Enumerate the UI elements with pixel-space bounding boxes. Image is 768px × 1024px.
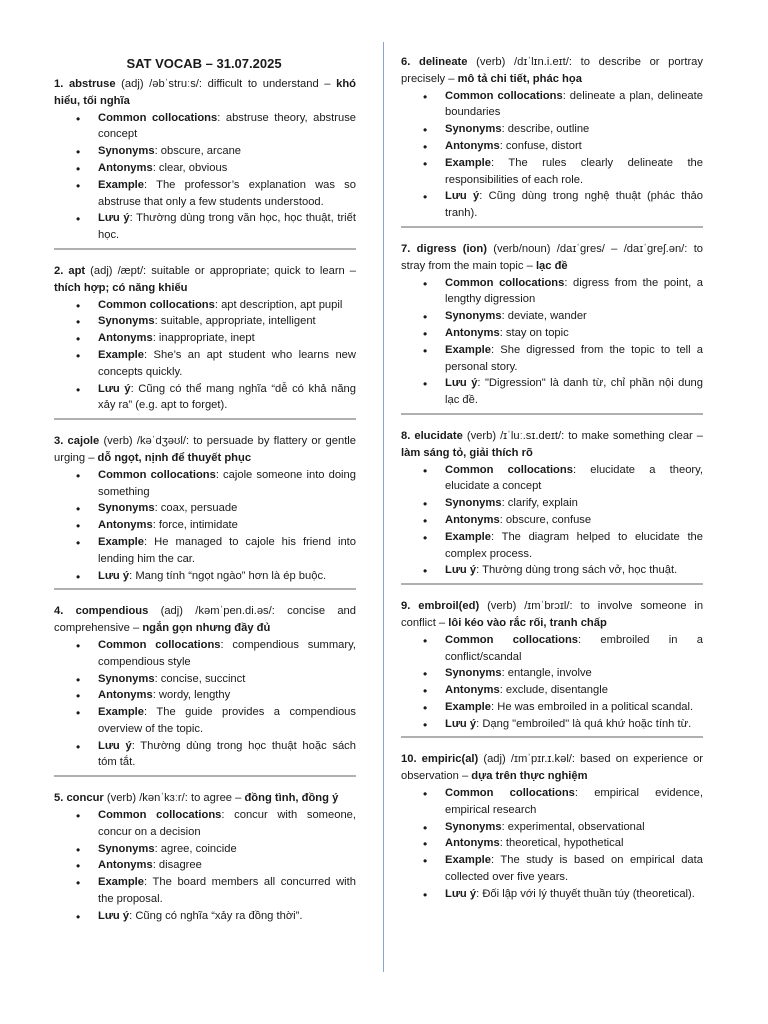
part-of-speech: (verb) <box>476 56 506 68</box>
detail-label: Antonyms <box>445 326 500 339</box>
detail-text: : concur with someone, concur on a decision <box>98 809 356 838</box>
detail-label: Example <box>98 535 145 548</box>
detail-text: : She digressed from the topic to tell a personal story. <box>445 343 703 373</box>
detail-item <box>98 467 356 501</box>
detail-label: Synonyms <box>445 123 502 136</box>
detail-item <box>445 155 703 189</box>
detail-item <box>445 375 703 409</box>
left-column <box>54 76 356 942</box>
detail-item <box>98 857 356 874</box>
detail-text: : apt description, apt pupil <box>214 298 343 311</box>
english-definition: to describe or portray precisely – <box>401 56 703 85</box>
detail-text: : Thường dùng trong văn học, học thuật, triết học. <box>98 212 356 242</box>
detail-item <box>98 908 356 925</box>
part-of-speech: (verb) <box>466 429 497 442</box>
detail-label: Antonyms <box>98 519 153 532</box>
detail-list <box>401 462 703 580</box>
detail-item <box>98 143 356 160</box>
vietnamese-definition: mô tả chi tiết, phác họa <box>457 72 582 85</box>
vocab-entry <box>401 54 703 228</box>
page-title: SAT VOCAB – 31.07.2025 <box>126 56 282 71</box>
detail-item <box>445 121 703 138</box>
detail-item <box>445 785 703 819</box>
part-of-speech: (verb/noun) <box>493 242 551 255</box>
detail-item <box>445 716 703 733</box>
detail-label: Common collocations <box>445 463 573 476</box>
detail-text: : clarify, explain <box>501 497 578 510</box>
detail-label: Lưu ý <box>445 190 480 203</box>
detail-text: : "Digression" là danh từ, chỉ phần nội dung lạc đề. <box>445 377 703 407</box>
detail-text: : exclude, disentangle <box>499 684 608 697</box>
detail-label: Lưu ý <box>445 377 478 390</box>
detail-item <box>98 500 356 517</box>
detail-item <box>445 495 703 512</box>
detail-label: Synonyms <box>445 667 502 680</box>
detail-list <box>54 467 356 585</box>
detail-text: : clear, obvious <box>152 161 228 174</box>
detail-item <box>98 568 356 585</box>
detail-item <box>98 313 356 330</box>
detail-text: : obscure, confuse <box>499 513 592 526</box>
detail-text: : force, intimidate <box>152 519 238 532</box>
detail-item <box>445 562 703 579</box>
pronunciation: /daɪˈɡres/ – /daɪˈɡreʃ.ən/: <box>556 242 688 255</box>
pronunciation: /ɪmˈbrɔɪl/: <box>524 600 573 613</box>
pronunciation: /kənˈkɜːr/: <box>139 792 188 805</box>
vocab-entry <box>54 603 356 777</box>
detail-label: Common collocations <box>445 787 575 800</box>
pronunciation: /æpt/: <box>117 264 147 277</box>
entry-heading <box>54 433 356 467</box>
detail-text: : The professor’s explanation was so abstruse that only a few students understood. <box>98 178 356 208</box>
detail-text: : The rules clearly delineate the responsibilities of each role. <box>445 156 703 186</box>
detail-label: Example <box>98 876 145 889</box>
entry-heading <box>401 428 703 462</box>
detail-text: : Cũng dùng trong nghệ thuật (phác thảo tranh). <box>445 190 703 220</box>
detail-label: Common collocations <box>98 468 216 481</box>
pronunciation: /kəˈdʒəʊl/: <box>136 435 190 448</box>
column-divider <box>383 42 384 972</box>
detail-text: : coax, persuade <box>154 502 238 515</box>
english-definition: suitable or appropriate; quick to learn – <box>151 264 357 277</box>
detail-list <box>54 297 356 415</box>
vocab-entry <box>401 428 703 585</box>
detail-item <box>445 529 703 563</box>
detail-item <box>445 886 703 903</box>
detail-label: Antonyms <box>445 837 500 850</box>
detail-text: : agree, coincide <box>154 842 237 855</box>
detail-list <box>401 88 703 222</box>
detail-text: : The board members all concurred with the proposal. <box>98 876 356 906</box>
detail-label: Lưu ý <box>445 887 477 900</box>
vietnamese-definition: ngắn gọn nhưng đầy đủ <box>142 622 271 635</box>
pronunciation: /ɪmˈpɪr.ɪ.kəl/: <box>510 753 576 766</box>
detail-list <box>54 110 356 244</box>
detail-item <box>98 110 356 144</box>
detail-label: Antonyms <box>445 139 500 152</box>
english-definition: based on experience or observation – <box>401 753 704 783</box>
detail-label: Synonyms <box>445 310 502 323</box>
detail-label: Example <box>445 156 492 169</box>
detail-label: Example <box>445 700 492 713</box>
detail-text: : abstruse theory, abstruse concept <box>98 111 357 141</box>
pronunciation: /əbˈstruːs/: <box>149 78 203 90</box>
detail-text: : confuse, distort <box>499 139 582 152</box>
entry-heading <box>54 263 356 297</box>
part-of-speech: (adj) <box>483 753 506 766</box>
entry-number: 8. <box>401 429 411 442</box>
vietnamese-definition: dỗ ngọt, nịnh để thuyết phục <box>97 451 252 464</box>
detail-label: Synonyms <box>98 842 155 855</box>
part-of-speech: (verb) <box>106 792 137 805</box>
detail-label: Common collocations <box>98 111 218 124</box>
detail-label: Synonyms <box>98 672 155 685</box>
part-of-speech: (adj) <box>160 605 183 618</box>
detail-text: : Thường dùng trong sách vở, học thuật. <box>476 564 678 577</box>
part-of-speech: (verb) <box>103 435 133 448</box>
detail-list <box>401 785 703 903</box>
entry-word: cajole <box>67 435 100 448</box>
detail-item <box>98 687 356 704</box>
detail-text: : digress from the point, a lengthy digression <box>445 276 703 306</box>
detail-text: : Cũng có thể mang nghĩa “dễ có khả năng xảy ra” (e.g. apt to forget). <box>98 382 356 412</box>
detail-item <box>445 88 703 122</box>
detail-text: : obscure, arcane <box>154 145 242 158</box>
vietnamese-definition: đồng tình, đồng ý <box>244 792 339 805</box>
right-column <box>401 54 703 920</box>
detail-text: : concise, succinct <box>154 672 246 685</box>
detail-label: Example <box>445 854 492 867</box>
vocab-entry <box>401 598 703 738</box>
detail-item <box>445 308 703 325</box>
entry-word: abstruse <box>68 78 116 90</box>
detail-item <box>445 665 703 682</box>
entry-number: 4. <box>54 605 64 618</box>
english-definition: to agree – <box>190 792 242 805</box>
entry-word: embroil(ed) <box>418 600 480 613</box>
detail-item <box>98 330 356 347</box>
detail-item <box>445 512 703 529</box>
detail-text: : He managed to cajole his friend into lending him the car. <box>98 535 356 565</box>
entry-heading <box>401 751 703 785</box>
part-of-speech: (adj) <box>121 78 144 90</box>
vocab-entry <box>54 433 356 590</box>
detail-list <box>54 637 356 771</box>
detail-item <box>98 704 356 738</box>
english-definition: to involve someone in conflict – <box>401 600 704 629</box>
detail-item <box>98 637 356 671</box>
detail-item <box>445 188 703 222</box>
detail-text: : empirical evidence, empirical research <box>445 787 704 816</box>
entry-word: compendious <box>75 605 149 618</box>
detail-item <box>445 138 703 155</box>
detail-text: : The guide provides a compendious overview of the topic. <box>98 706 356 735</box>
detail-label: Synonyms <box>445 497 502 510</box>
detail-label: Common collocations <box>98 638 221 651</box>
detail-text: : wordy, lengthy <box>152 689 231 702</box>
english-definition: difficult to understand – <box>207 78 331 90</box>
vocab-entry <box>401 751 703 906</box>
detail-text: : entangle, involve <box>501 667 592 680</box>
entry-heading <box>401 598 703 632</box>
vietnamese-definition: thích hợp; có năng khiếu <box>54 281 188 294</box>
detail-item <box>445 342 703 376</box>
detail-item <box>445 462 703 496</box>
detail-item <box>445 275 703 309</box>
detail-item <box>98 381 356 415</box>
detail-list <box>401 275 703 409</box>
entry-number: 1. <box>54 78 64 90</box>
entry-number: 7. <box>401 242 411 255</box>
detail-label: Antonyms <box>98 859 153 872</box>
pronunciation: /ɪˈluː.sɪ.deɪt/: <box>500 429 565 442</box>
detail-item <box>445 682 703 699</box>
entry-heading <box>401 54 703 88</box>
detail-text: : The study is based on empirical data collected over five years. <box>445 854 703 884</box>
vietnamese-definition: lạc đề <box>535 259 568 272</box>
detail-label: Lưu ý <box>98 382 131 395</box>
vietnamese-definition: lôi kéo vào rắc rối, tranh chấp <box>448 616 607 629</box>
vocab-entry <box>54 790 356 928</box>
detail-text: : experimental, observational <box>501 820 645 833</box>
detail-text: : describe, outline <box>501 123 590 136</box>
entry-number: 5. <box>54 792 64 805</box>
detail-item <box>445 852 703 886</box>
detail-label: Synonyms <box>98 145 155 158</box>
detail-item <box>98 738 356 772</box>
detail-text: : stay on topic <box>499 326 569 339</box>
entry-number: 6. <box>401 56 411 68</box>
part-of-speech: (adj) <box>90 264 113 277</box>
entry-heading <box>54 790 356 807</box>
detail-text: : cajole someone into doing something <box>98 468 356 498</box>
detail-item <box>98 671 356 688</box>
detail-label: Antonyms <box>98 161 153 174</box>
detail-item <box>445 835 703 852</box>
entry-word: apt <box>68 264 86 277</box>
detail-text: : suitable, appropriate, intelligent <box>154 315 316 328</box>
detail-label: Common collocations <box>445 89 563 102</box>
entry-word: digress (ion) <box>416 242 487 255</box>
entry-number: 9. <box>401 600 411 613</box>
entry-word: elucidate <box>414 429 463 442</box>
detail-text: : The diagram helped to elucidate the complex process. <box>445 530 703 560</box>
detail-text: : Thường dùng trong học thuật hoặc sách tóm tắt. <box>98 739 356 769</box>
detail-item <box>98 297 356 314</box>
detail-label: Lưu ý <box>98 739 132 752</box>
detail-label: Example <box>98 348 145 361</box>
detail-label: Antonyms <box>98 689 153 702</box>
detail-label: Example <box>98 178 145 191</box>
detail-item <box>98 347 356 381</box>
detail-text: : She’s an apt student who learns new concepts quickly. <box>98 348 356 378</box>
detail-label: Common collocations <box>445 633 579 646</box>
detail-item <box>445 819 703 836</box>
detail-text: : deviate, wander <box>501 310 587 323</box>
detail-item <box>98 874 356 908</box>
detail-item <box>98 210 356 244</box>
entry-number: 3. <box>54 435 64 448</box>
detail-text: : compendious summary, compendious style <box>98 638 356 668</box>
detail-text: : embroiled in a conflict/scandal <box>445 633 703 663</box>
detail-text: : theoretical, hypothetical <box>499 837 624 850</box>
vietnamese-definition: khó hiểu, tối nghĩa <box>54 78 357 107</box>
english-definition: to make something clear – <box>568 429 704 442</box>
detail-label: Lưu ý <box>445 564 477 577</box>
detail-text: : He was embroiled in a political scandal. <box>491 700 694 713</box>
part-of-speech: (verb) <box>487 600 517 613</box>
detail-label: Common collocations <box>445 276 565 289</box>
detail-label: Antonyms <box>445 513 500 526</box>
detail-item <box>98 841 356 858</box>
detail-list <box>54 807 356 925</box>
detail-label: Common collocations <box>98 298 215 311</box>
entry-number: 2. <box>54 264 64 277</box>
entry-heading <box>54 76 356 110</box>
vocab-entry <box>54 76 356 250</box>
entry-word: delineate <box>419 56 468 68</box>
vocab-entry <box>54 263 356 420</box>
entry-number: 10. <box>401 753 417 766</box>
detail-item <box>445 699 703 716</box>
detail-label: Synonyms <box>98 502 155 515</box>
detail-label: Lưu ý <box>98 569 130 582</box>
english-definition: concise and comprehensive – <box>54 605 356 635</box>
detail-text: : delineate a plan, delineate boundaries <box>445 89 703 119</box>
english-definition: to stray from the main topic – <box>401 242 704 272</box>
detail-label: Antonyms <box>445 684 500 697</box>
detail-item <box>98 517 356 534</box>
english-definition: to persuade by flattery or gentle urging – <box>54 435 357 464</box>
detail-item <box>98 160 356 177</box>
detail-text: : Cũng có nghĩa “xảy ra đồng thời”. <box>129 909 303 922</box>
vietnamese-definition: làm sáng tỏ, giải thích rõ <box>401 446 533 459</box>
detail-text: : disagree <box>152 859 202 872</box>
detail-label: Synonyms <box>445 820 502 833</box>
detail-item <box>445 325 703 342</box>
vocab-entry <box>401 241 703 415</box>
detail-label: Synonyms <box>98 315 155 328</box>
entry-word: empiric(al) <box>421 753 479 766</box>
detail-label: Antonyms <box>98 332 153 345</box>
detail-label: Lưu ý <box>98 909 130 922</box>
detail-item <box>98 807 356 841</box>
pronunciation: /dɪˈlɪn.i.eɪt/: <box>514 56 572 68</box>
detail-label: Common collocations <box>98 809 222 822</box>
vietnamese-definition: dựa trên thực nghiệm <box>471 770 588 783</box>
entry-heading <box>401 241 703 275</box>
detail-text: : Dạng "embroiled" là quá khứ hoặc tính từ. <box>476 717 692 730</box>
pronunciation: /kəmˈpen.di.əs/: <box>195 605 275 618</box>
detail-item <box>445 632 703 666</box>
detail-text: : Mang tính “ngọt ngào” hơn là ép buộc. <box>129 569 327 582</box>
entry-word: concur <box>66 792 104 805</box>
entry-heading <box>54 603 356 637</box>
detail-item <box>98 534 356 568</box>
detail-list <box>401 632 703 733</box>
detail-label: Example <box>445 343 492 356</box>
detail-label: Lưu ý <box>445 717 477 730</box>
detail-text: : inappropriate, inept <box>152 332 255 345</box>
detail-label: Lưu ý <box>98 212 130 225</box>
detail-item <box>98 177 356 211</box>
detail-label: Example <box>445 530 492 543</box>
detail-text: : elucidate a theory, elucidate a concept <box>445 463 704 493</box>
detail-label: Example <box>98 706 145 719</box>
detail-text: : Đối lập với lý thuyết thuần túy (theoretical). <box>476 887 695 900</box>
